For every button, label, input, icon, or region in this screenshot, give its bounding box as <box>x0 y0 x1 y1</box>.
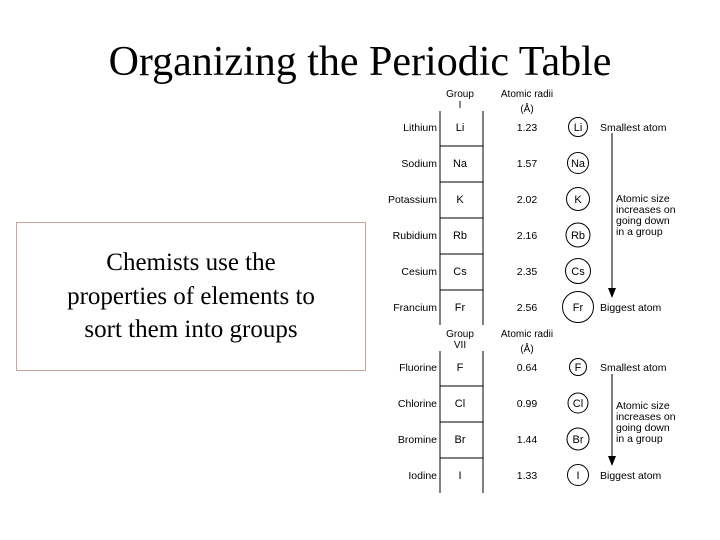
atomic-radii-header: Atomic radii <box>500 89 554 100</box>
element-name: Iodine <box>408 470 437 482</box>
group-1-header-number: I <box>458 100 462 111</box>
smallest-atom-label: Smallest atom <box>600 362 667 374</box>
group-7-header: Group <box>446 329 474 340</box>
element-symbol: K <box>456 194 464 206</box>
element-symbol: Li <box>455 122 465 134</box>
atomic-radii-unit: (Å) <box>520 104 534 115</box>
element-name: Francium <box>393 302 437 314</box>
atom-symbol: Na <box>570 158 586 170</box>
element-name: Fluorine <box>399 362 437 374</box>
element-symbol: Na <box>452 158 468 170</box>
element-symbol: Cl <box>454 398 466 410</box>
element-name: Lithium <box>403 122 437 134</box>
atom-symbol: Br <box>572 434 584 446</box>
smallest-atom-label: Smallest atom <box>600 122 667 134</box>
biggest-atom-label: Biggest atom <box>600 302 662 314</box>
trend-label-line: in a group <box>616 433 663 445</box>
element-name: Cesium <box>401 266 437 278</box>
atomic-radius-value: 0.99 <box>516 398 538 410</box>
atom-symbol: I <box>576 470 580 482</box>
element-symbol: Br <box>454 434 466 446</box>
atom-symbol: Fr <box>572 302 584 314</box>
biggest-atom-label: Biggest atom <box>600 470 662 482</box>
element-symbol: Rb <box>452 230 468 242</box>
atomic-radius-value: 1.23 <box>516 122 538 134</box>
atomic-radius-value: 2.16 <box>516 230 538 242</box>
group-7-table <box>398 329 676 493</box>
trend-arrow-head <box>608 456 616 466</box>
atomic-radius-value: 0.64 <box>516 362 538 374</box>
atom-symbol: Li <box>573 122 583 134</box>
element-name: Rubidium <box>392 230 437 242</box>
trend-label-line: going down <box>616 215 670 227</box>
atomic-radius-value: 2.02 <box>516 194 538 206</box>
text-box-line: properties of elements to <box>67 282 315 310</box>
trend-label-line: in a group <box>616 226 663 238</box>
text-box-line: sort them into groups <box>84 316 298 344</box>
trend-label-line: increases on <box>616 411 676 423</box>
element-symbol: I <box>458 470 462 482</box>
atomic-radii-header: Atomic radii <box>500 329 554 340</box>
trend-label-line: Atomic size <box>616 193 670 205</box>
element-symbol: Cs <box>453 266 467 278</box>
atomic-radius-value: 1.57 <box>516 158 538 170</box>
element-name: Sodium <box>401 158 437 170</box>
trend-label-line: Atomic size <box>616 400 670 412</box>
element-name: Bromine <box>397 434 437 446</box>
element-symbol: Fr <box>454 302 466 314</box>
atom-symbol: Cl <box>572 398 584 410</box>
element-symbol: F <box>456 362 464 374</box>
group-1-table <box>388 89 676 325</box>
element-name: Potassium <box>387 194 437 206</box>
slide-title: Organizing the Periodic Table <box>108 39 612 85</box>
group-1-header: Group <box>446 89 474 100</box>
group-7-header-number: VII <box>453 340 467 351</box>
atom-symbol: K <box>574 194 582 206</box>
atom-symbol: Rb <box>570 230 586 242</box>
atomic-radius-value: 1.33 <box>516 470 538 482</box>
trend-arrow-head <box>608 288 616 298</box>
text-box-line: Chemists use the <box>106 248 276 276</box>
atomic-radius-value: 1.44 <box>516 434 538 446</box>
atomic-radii-unit: (Å) <box>520 344 534 355</box>
trend-label-line: increases on <box>616 204 676 216</box>
atomic-radius-value: 2.56 <box>516 302 538 314</box>
trend-label-line: going down <box>616 422 670 434</box>
atom-symbol: F <box>574 362 582 374</box>
element-name: Chlorine <box>397 398 437 410</box>
atomic-radius-value: 2.35 <box>516 266 538 278</box>
atom-symbol: Cs <box>571 266 585 278</box>
